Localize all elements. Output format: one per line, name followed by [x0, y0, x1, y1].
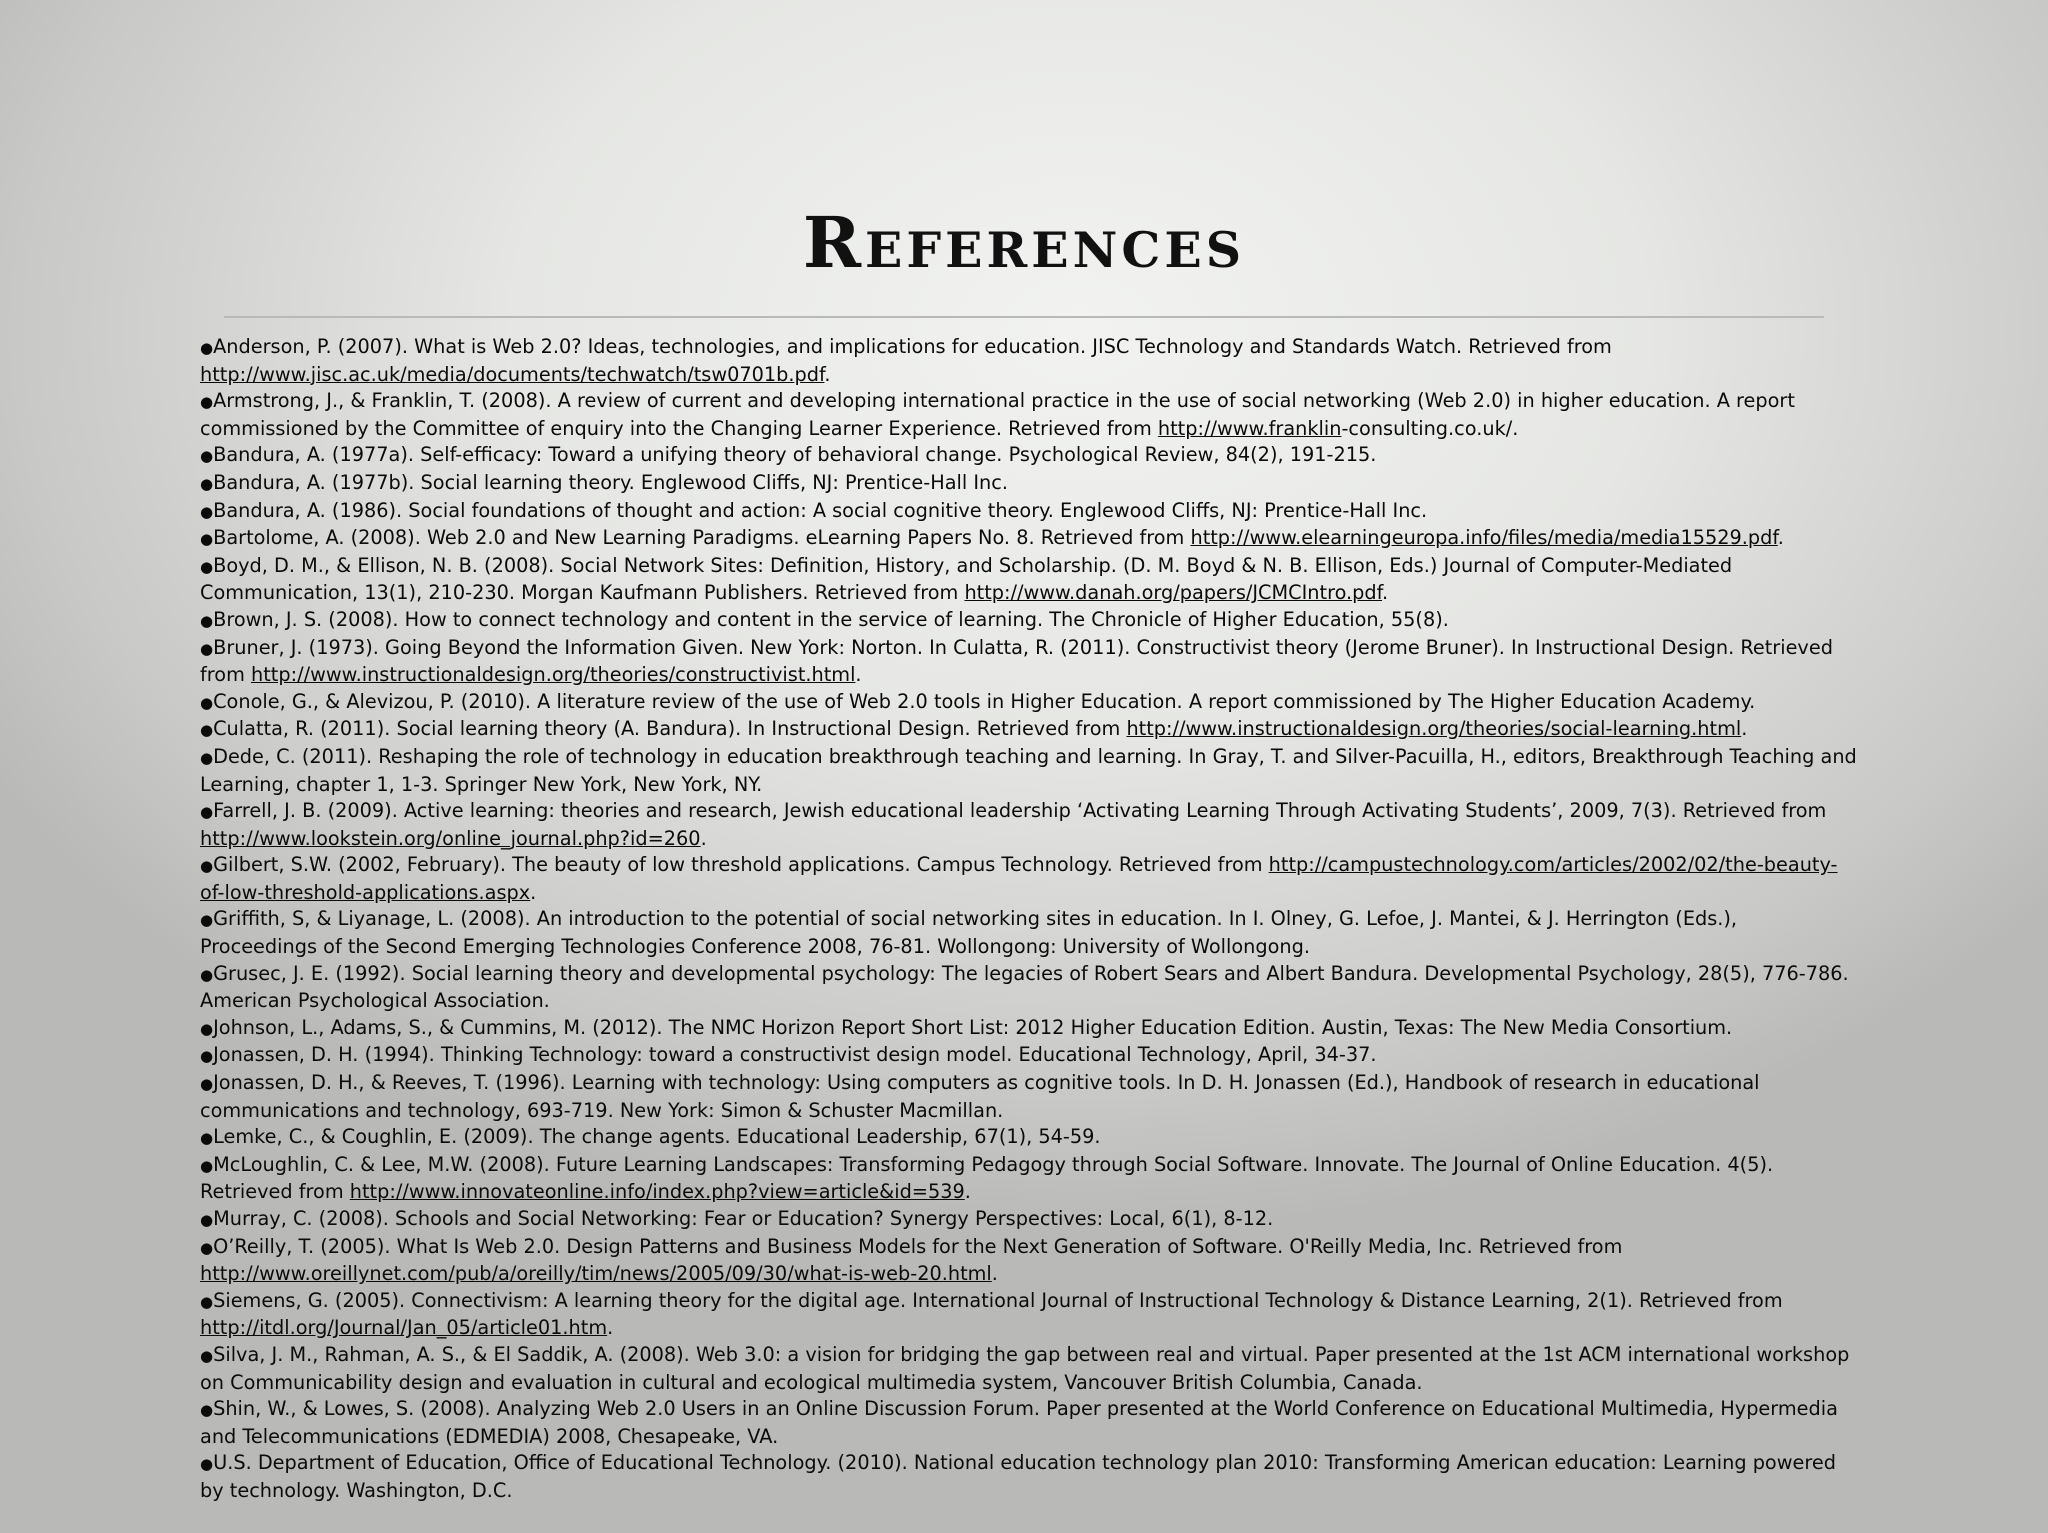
reference-text: Dede, C. (2011). Reshaping the role of technology in education breakthrough teaching and learning. In Gray, T. and Silver-Pacuilla, H., editors, Breakthrough Teaching and Learning, chapter 1, 1-3. Springer New York, New York, NY.	[200, 744, 1857, 796]
reference-link[interactable]: http://www.instructionaldesign.org/theories/constructivist.html	[251, 663, 856, 687]
bullet-icon: ●	[200, 557, 214, 576]
reference-item	[200, 470, 1860, 498]
bullet-icon: ●	[200, 1019, 214, 1038]
reference-suffix: .	[1741, 717, 1748, 741]
reference-item	[200, 1042, 1860, 1070]
reference-text: Jonassen, D. H., & Reeves, T. (1996). Learning with technology: Using computers as cognitive tools. In D. H. Jonassen (Ed.), Handbook of research in educational communications and technology, 693-719. New York: Simon & Schuster Macmillan.	[200, 1071, 1760, 1122]
reference-link[interactable]: http://www.elearningeuropa.info/files/media/media15529.pdf	[1190, 526, 1778, 550]
reference-text: Conole, G., & Alevizou, P. (2010). A literature review of the use of Web 2.0 tools in Higher Education. A report commissioned by The Higher Education Academy.	[213, 689, 1756, 713]
reference-item	[200, 1206, 1860, 1234]
bullet-icon: ●	[200, 693, 214, 712]
reference-text: Murray, C. (2008). Schools and Social Networking: Fear or Education? Synergy Perspectives: Local, 6(1), 8-12.	[213, 1207, 1274, 1230]
reference-item	[200, 716, 1860, 744]
reference-link[interactable]: http://www.danah.org/papers/JCMCIntro.pdf	[964, 581, 1383, 605]
reference-item	[200, 961, 1860, 1015]
reference-text: Gilbert, S.W. (2002, February). The beauty of low threshold applications. Campus Technology. Retrieved from	[213, 853, 1269, 877]
reference-item	[200, 1288, 1860, 1342]
bullet-icon: ●	[200, 530, 214, 549]
reference-text: Boyd, D. M., & Ellison, N. B. (2008). Social Network Sites: Definition, History, and Scholarship. (D. M. Boyd & N. B. Ellison, Eds.) Journal of Computer-Mediated Communication, 13(1), 210-230. Morgan Kaufmann Publishers. Retrieved from	[200, 553, 1733, 605]
reference-text: Bartolome, A. (2008). Web 2.0 and New Learning Paradigms. eLearning Papers No. 8. Retrieved from	[213, 526, 1191, 550]
reference-item	[200, 1152, 1860, 1206]
title-divider	[224, 316, 1824, 318]
reference-text: Jonassen, D. H. (1994). Thinking Technology: toward a constructivist design model. Educational Technology, April, 34-37.	[213, 1043, 1377, 1067]
bullet-icon: ●	[200, 1401, 214, 1420]
reference-text: Johnson, L., Adams, S., & Cummins, M. (2012). The NMC Horizon Report Short List: 2012 Higher Education Edition. Austin, Texas: The New Media Consortium.	[213, 1015, 1733, 1039]
bullet-icon: ●	[200, 857, 214, 876]
bullet-icon: ●	[200, 1238, 214, 1257]
reference-text: Grusec, J. E. (1992). Social learning theory and developmental psychology: The legacies of Robert Sears and Albert Bandura. Developmental Psychology, 28(5), 776-786. American Psychological Association.	[200, 961, 1849, 1013]
reference-text: Bandura, A. (1977b). Social learning theory. Englewood Cliffs, NJ: Prentice-Hall Inc.	[213, 470, 1009, 494]
reference-suffix: .	[1777, 526, 1784, 550]
bullet-icon: ●	[200, 447, 214, 466]
reference-suffix: .	[855, 663, 862, 687]
reference-item	[200, 388, 1860, 442]
bullet-icon: ●	[200, 474, 214, 493]
reference-link[interactable]: http://www.innovateonline.info/index.php?view=article&id=539	[349, 1180, 965, 1204]
reference-item	[200, 852, 1860, 906]
bullet-icon: ●	[200, 911, 214, 930]
bullet-icon: ●	[200, 502, 214, 521]
reference-item	[200, 442, 1860, 470]
bullet-icon: ●	[200, 639, 214, 658]
reference-link[interactable]: http://www.jisc.ac.uk/media/documents/techwatch/tsw0701b.pdf	[200, 362, 825, 386]
reference-text: Brown, J. S. (2008). How to connect technology and content in the service of learning. The Chronicle of Higher Education, 55(8).	[213, 607, 1449, 631]
bullet-icon: ●	[200, 803, 214, 822]
reference-item	[200, 498, 1860, 526]
reference-suffix: .	[530, 880, 537, 904]
reference-suffix: .	[991, 1262, 998, 1286]
reference-item	[200, 1342, 1860, 1396]
bullet-icon: ●	[200, 1455, 214, 1474]
reference-item	[200, 1124, 1860, 1152]
reference-link[interactable]: http://itdl.org/Journal/Jan_05/article01.htm	[200, 1316, 608, 1340]
reference-link[interactable]: http://www.lookstein.org/online_journal.php?id=260	[200, 826, 701, 850]
reference-item	[200, 1450, 1860, 1504]
reference-text: McLoughlin, C. & Lee, M.W. (2008). Future Learning Landscapes: Transforming Pedagogy through Social Software. Innovate. The Journal of Online Education. 4(5). Retrieved from	[200, 1152, 1774, 1204]
reference-text: Culatta, R. (2011). Social learning theory (A. Bandura). In Instructional Design. Retrieved from	[213, 717, 1127, 741]
bullet-icon: ●	[200, 1075, 214, 1094]
bullet-icon: ●	[200, 1346, 214, 1365]
reference-text: U.S. Department of Education, Office of Educational Technology. (2010). National education technology plan 2010: Transforming American education: Learning powered by technology. Washington, D.C.	[200, 1451, 1836, 1502]
reference-link[interactable]: http://www.franklin	[1157, 416, 1342, 440]
reference-text: Griffith, S, & Liyanage, L. (2008). An introduction to the potential of social networking sites in education. In I. Olney, G. Lefoe, J. Mantei, & J. Herrington (Eds.), Proceedings of the Second Emerging Technologies Conference 2008, 76-81. Wollongong: University of Wollongong.	[200, 907, 1738, 959]
reference-item	[200, 635, 1860, 689]
reference-text: Farrell, J. B. (2009). Active learning: theories and research, Jewish educational leadership ‘Activating Learning Through Activating Students’, 2009, 7(3). Retrieved from	[213, 799, 1827, 823]
reference-item	[200, 525, 1860, 553]
reference-item	[200, 906, 1860, 960]
reference-suffix: .	[700, 826, 707, 850]
bullet-icon: ●	[200, 339, 214, 357]
bullet-icon: ●	[200, 721, 214, 740]
bullet-icon: ●	[200, 1129, 214, 1148]
reference-item	[200, 1070, 1860, 1124]
reference-suffix: .	[607, 1316, 614, 1340]
reference-text: O’Reilly, T. (2005). What Is Web 2.0. Design Patterns and Business Models for the Next Generation of Software. O'Reilly Media, Inc. Retrieved from	[213, 1234, 1623, 1258]
reference-text: Shin, W., & Lowes, S. (2008). Analyzing Web 2.0 Users in an Online Discussion Forum. Paper presented at the World Conference on Educational Multimedia, Hypermedia and Telecommunications (EDMEDIA) 2008, Chesapeake, VA.	[200, 1397, 1838, 1448]
reference-suffix: .	[964, 1180, 971, 1204]
reference-link[interactable]: http://campustechnology.com/articles/2002/02/the-beauty-of-low-threshold-applications.aspx	[200, 853, 1838, 904]
bullet-icon: ●	[200, 1292, 214, 1311]
page-title: References	[802, 201, 1246, 284]
reference-suffix: .	[824, 362, 831, 386]
bullet-icon: ●	[200, 1156, 214, 1175]
bullet-icon: ●	[200, 1211, 214, 1229]
reference-text: Bandura, A. (1986). Social foundations of thought and action: A social cognitive theory. Englewood Cliffs, NJ: Prentice-Hall Inc.	[213, 498, 1428, 522]
reference-list	[200, 334, 1860, 1505]
reference-item	[200, 744, 1860, 798]
reference-item	[200, 1396, 1860, 1450]
reference-text: Silva, J. M., Rahman, A. S., & El Saddik, A. (2008). Web 3.0: a vision for bridging the gap between real and virtual. Paper presented at the 1st ACM international workshop on Communicability design and evaluation in cultural and ecological multimedia system, Vancouver British Columbia, Canada.	[200, 1342, 1850, 1394]
reference-item	[200, 334, 1860, 388]
reference-item	[200, 1015, 1860, 1043]
bullet-icon: ●	[200, 393, 214, 412]
reference-text: Armstrong, J., & Franklin, T. (2008). A review of current and developing international practice in the use of social networking (Web 2.0) in higher education. A report commissioned by the Committee of enquiry into the Changing Learner Experience. Retrieved from	[200, 389, 1795, 440]
reference-item	[200, 798, 1860, 852]
reference-link[interactable]: http://www.oreillynet.com/pub/a/oreilly/tim/news/2005/09/30/what-is-web-20.html	[200, 1262, 992, 1286]
reference-link[interactable]: http://www.instructionaldesign.org/theories/social-learning.html	[1126, 717, 1742, 741]
bullet-icon: ●	[200, 1047, 214, 1066]
reference-suffix: -consulting.co.uk/.	[1341, 416, 1519, 440]
reference-text: Bruner, J. (1973). Going Beyond the Information Given. New York: Norton. In Culatta, R. (2011). Constructivist theory (Jerome Bruner). In Instructional Design. Retrieved from	[200, 635, 1833, 687]
reference-text: Siemens, G. (2005). Connectivism: A learning theory for the digital age. International Journal of Instructional Technology & Distance Learning, 2(1). Retrieved from	[213, 1288, 1783, 1312]
reference-text: Bandura, A. (1977a). Self-efficacy: Toward a unifying theory of behavioral change. Psychological Review, 84(2), 191-215.	[213, 443, 1377, 467]
reference-suffix: .	[1382, 581, 1389, 605]
bullet-icon: ●	[200, 748, 214, 767]
reference-text: Anderson, P. (2007). What is Web 2.0? Ideas, technologies, and implications for education. JISC Technology and Standards Watch. Retrieved from	[213, 335, 1612, 358]
bullet-icon: ●	[200, 611, 214, 630]
reference-item	[200, 1234, 1860, 1288]
reference-item	[200, 553, 1860, 607]
reference-text: Lemke, C., & Coughlin, E. (2009). The change agents. Educational Leadership, 67(1), 54-59.	[213, 1125, 1101, 1149]
reference-item	[200, 689, 1860, 717]
reference-item	[200, 607, 1860, 635]
bullet-icon: ●	[200, 965, 214, 984]
